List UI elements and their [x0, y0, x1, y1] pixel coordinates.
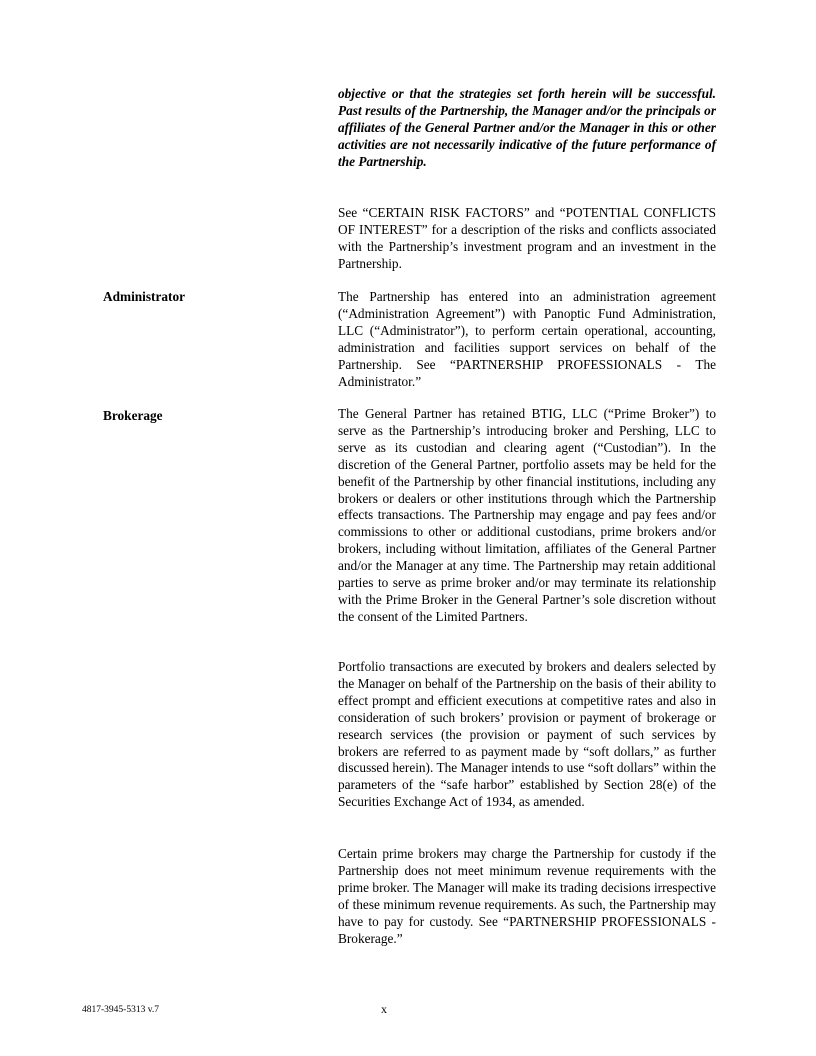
brokerage-heading: Brokerage	[103, 408, 163, 423]
footer-document-id: 4817-3945-5313 v.7	[82, 1005, 159, 1015]
administrator-paragraph: The Partnership has entered into an administration agreement (“Administration Agreement”) with Panoptic Fund Administration, LLC (“Administrator”), to perform certain operational, accounting, administration and facilities support services on behalf of the Partnership. See “PARTNERSHIP PROFESSIONALS - The Administrator.”	[338, 289, 716, 389]
brokerage-paragraph-2: Portfolio transactions are executed by brokers and dealers selected by the Manager on behalf of the Partnership on the basis of their ability to effect prompt and efficient executions at competitive rates and also in consideration of such brokers’ provision or payment of brokerage or research services (the provision or payment of such services by brokers are referred to as payment made by “soft dollars,” as further discussed herein). The Manager intends to use “soft dollars” within the parameters of the “safe harbor” established by Section 28(e) of the Securities Exchange Act of 1934, as amended.	[338, 659, 716, 810]
risk-factors-reference-paragraph: See “CERTAIN RISK FACTORS” and “POTENTIAL CONFLICTS OF INTEREST” for a description of the risks and conflicts associated with the Partnership’s investment program and an investment in the Partnership.	[338, 205, 716, 271]
brokerage-paragraph-1: The General Partner has retained BTIG, LLC (“Prime Broker”) to serve as the Partnership’s introducing broker and Pershing, LLC to serve as its custodian and clearing agent (“Custodian”). In the discretion of the General Partner, portfolio assets may be held for the benefit of the Partnership by other financial institutions, including any brokers or dealers or other institutions through which the Partnership effects transactions. The Partnership may engage and pay fees and/or commissions to other or additional custodians, prime brokers and/or brokers, including without limitation, affiliates of the General Partner and/or the Manager at any time. The Partnership may retain additional parties to serve as prime broker and/or may terminate its relationship with the Prime Broker in the General Partner’s sole discretion without the consent of the Limited Partners.	[338, 406, 716, 624]
performance-disclaimer-paragraph: objective or that the strategies set forth herein will be successful. Past results of the Partnership, the Manager and/or the principals or affiliates of the General Partner and/or the Manager in this or other activities are not necessarily indicative of the future performance of the Partnership.	[338, 86, 716, 169]
footer-page-number: x	[381, 1002, 387, 1016]
brokerage-paragraph-3: Certain prime brokers may charge the Partnership for custody if the Partnership does not meet minimum revenue requirements with the prime broker. The Manager will make its trading decisions irrespective of these minimum revenue requirements. As such, the Partnership may have to pay for custody. See “PARTNERSHIP PROFESSIONALS - Brokerage.”	[338, 846, 716, 946]
administrator-heading: Administrator	[103, 289, 185, 304]
